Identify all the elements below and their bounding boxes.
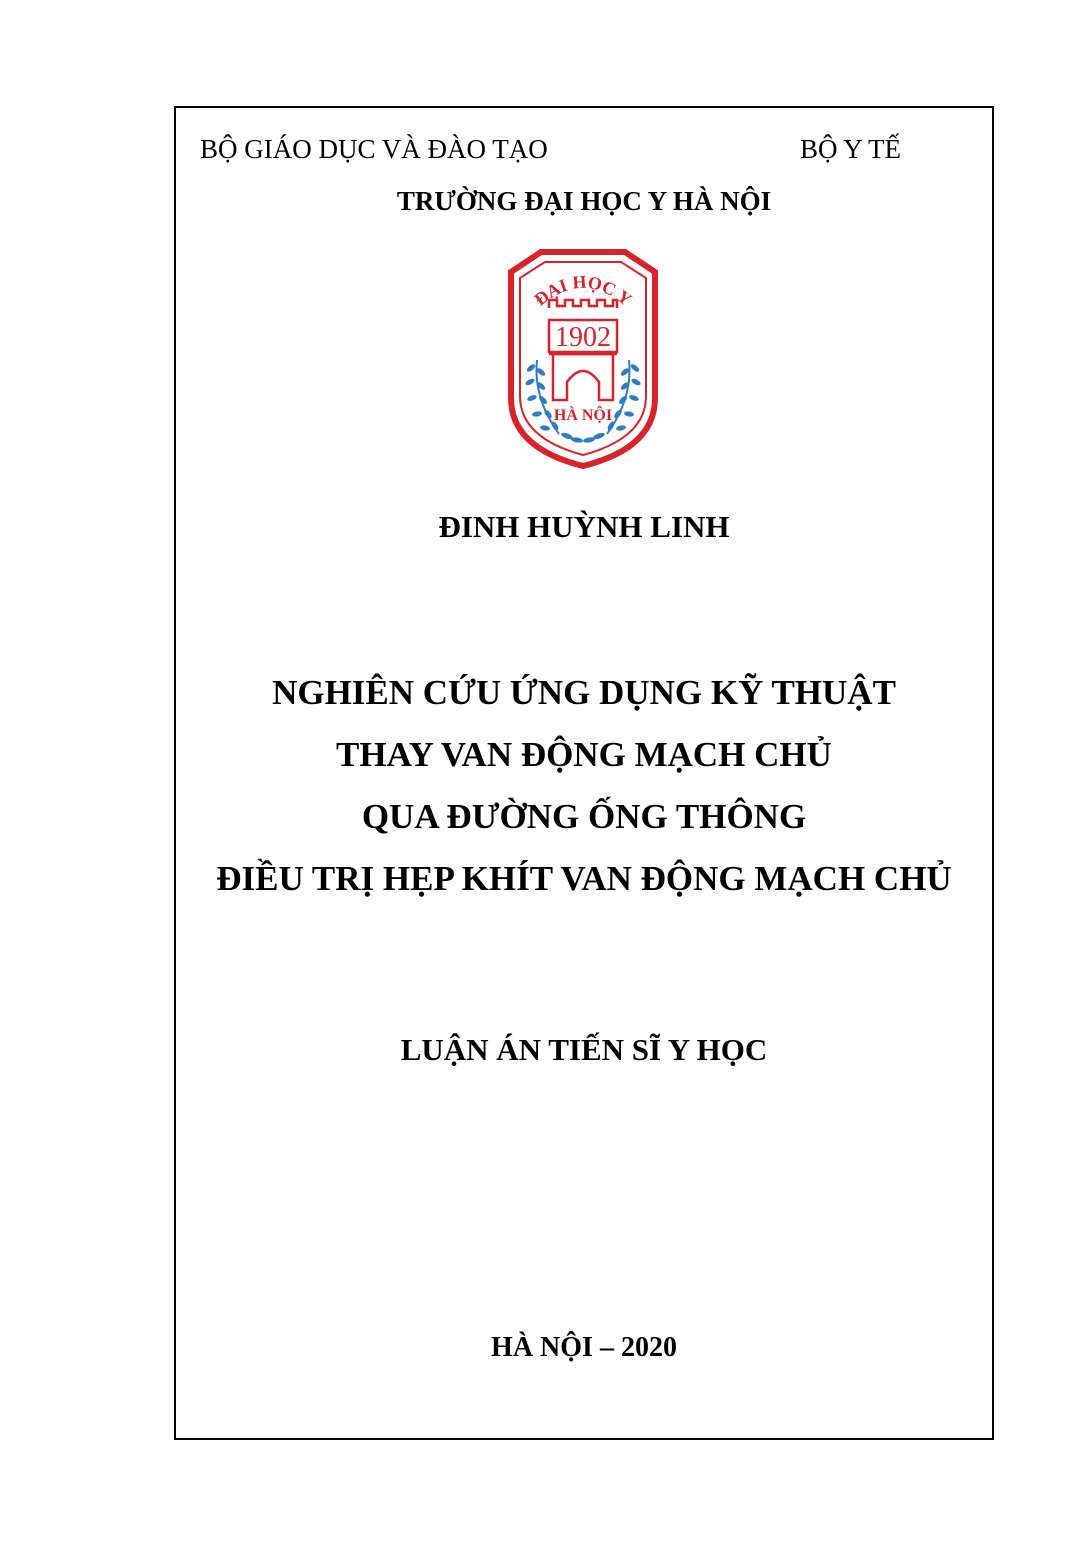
logo-year: 1902	[555, 322, 611, 353]
thesis-title-line-3: QUA ĐƯỜNG ỐNG THÔNG	[361, 797, 807, 836]
author-name: ĐINH HUỲNH LINH	[438, 509, 730, 544]
thesis-title-line-4: ĐIỀU TRỊ HẸP KHÍT VAN ĐỘNG MẠCH CHỦ	[216, 859, 952, 898]
university-logo	[497, 248, 669, 470]
university-name: TRƯỜNG ĐẠI HỌC Y HÀ NỘI	[396, 186, 772, 216]
thesis-title-line-2: THAY VAN ĐỘNG MẠCH CHỦ	[336, 735, 832, 774]
thesis-title	[174, 662, 994, 910]
logo-bottom-text: HÀ NỘI	[553, 407, 613, 424]
thesis-title-line-1: NGHIÊN CỨU ỨNG DỤNG KỸ THUẬT	[272, 673, 896, 712]
degree-label: LUẬN ÁN TIẾN SĨ Y HỌC	[400, 1032, 768, 1067]
ministry-health-label: BỘ Y TẾ	[800, 134, 901, 164]
place-year: HÀ NỘI – 2020	[491, 1332, 677, 1363]
ministry-education-label: BỘ GIÁO DỤC VÀ ĐÀO TẠO	[200, 134, 548, 164]
logo-top-text: ĐẠI HỌC Y	[530, 271, 636, 310]
